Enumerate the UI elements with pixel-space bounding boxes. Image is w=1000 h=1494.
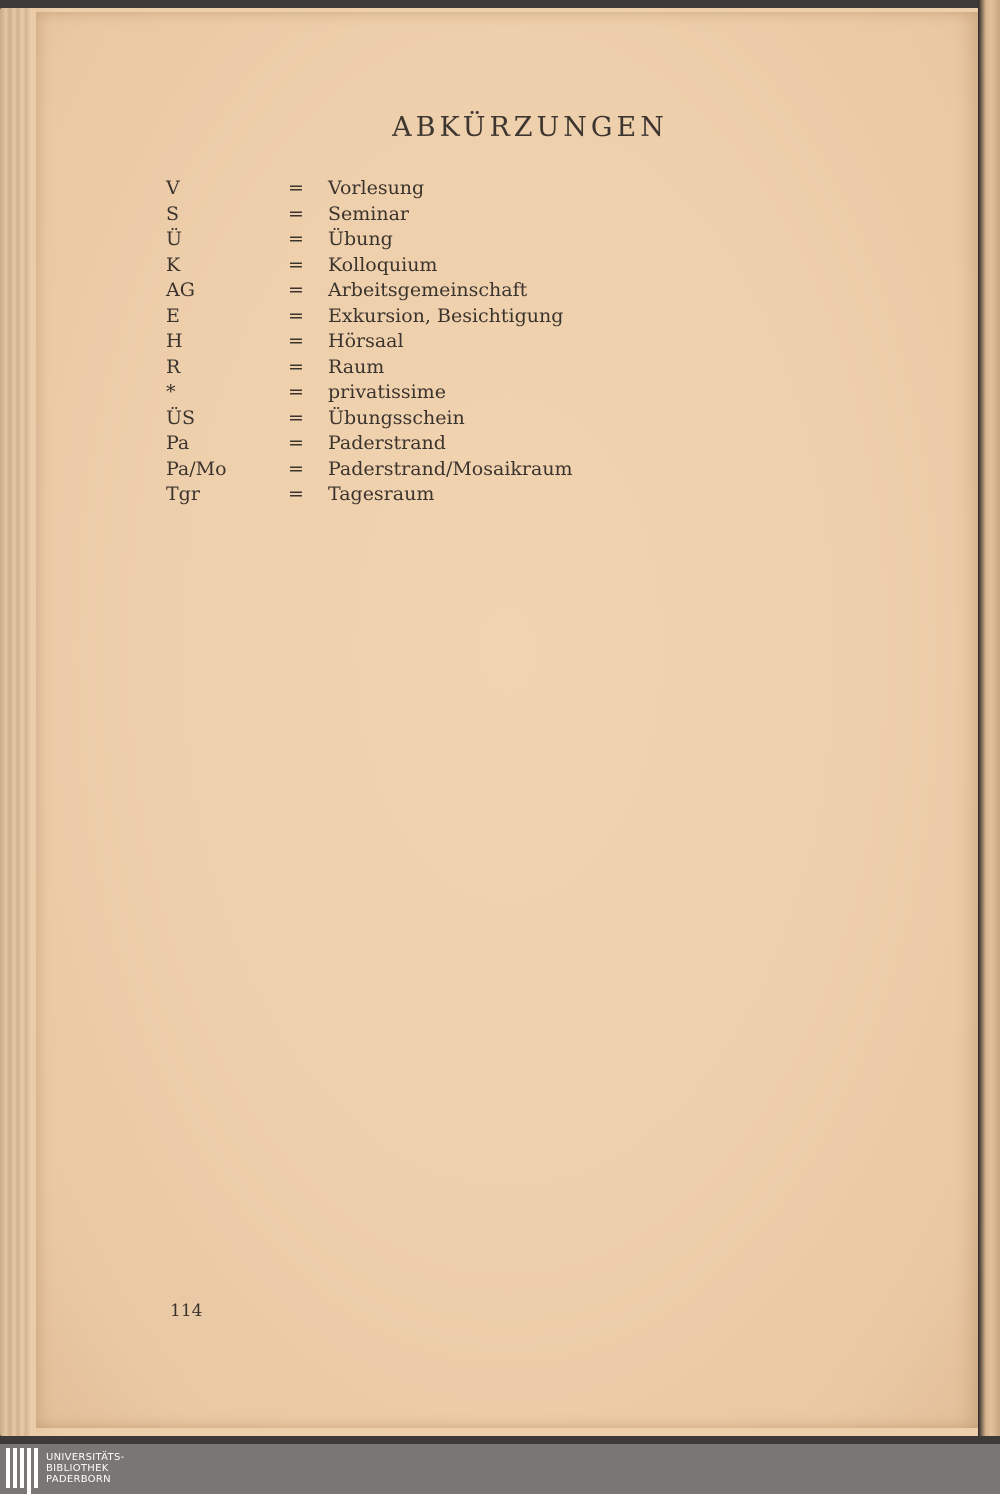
abbreviation: R xyxy=(166,355,181,378)
abbreviation: E xyxy=(166,304,180,327)
abbreviation: Pa/Mo xyxy=(166,457,227,480)
logo-text-line2: BIBLIOTHEK xyxy=(46,1462,109,1474)
abbreviation: ÜS xyxy=(166,406,196,429)
abbreviation-meaning: Übung xyxy=(328,228,393,250)
equals-sign: = xyxy=(288,304,304,327)
abbreviation: Ü xyxy=(166,228,183,250)
abbreviation-meaning: Arbeitsgemeinschaft xyxy=(328,279,528,301)
equals-sign: = xyxy=(288,253,304,276)
page-number: 114 xyxy=(170,1301,203,1321)
page-title: ABKÜRZUNGEN xyxy=(392,112,668,143)
equals-sign: = xyxy=(288,330,304,352)
logo-text-line1: UNIVERSITÄTS- xyxy=(46,1451,125,1463)
abbreviation-meaning: Paderstrand xyxy=(328,432,446,454)
abbreviation-meaning: Übungsschein xyxy=(328,406,465,429)
equals-sign: = xyxy=(288,177,304,199)
abbreviation: K xyxy=(166,253,181,276)
equals-sign: = xyxy=(288,202,304,225)
abbreviation: * xyxy=(166,381,176,403)
abbreviation-meaning: Exkursion, Besichtigung xyxy=(328,304,564,327)
abbreviation: V xyxy=(166,177,180,199)
equals-sign: = xyxy=(288,228,304,250)
abbreviation-meaning: privatissime xyxy=(328,381,446,403)
equals-sign: = xyxy=(288,457,304,480)
equals-sign: = xyxy=(288,279,304,301)
abbreviation-meaning: Paderstrand/Mosaikraum xyxy=(328,457,573,480)
logo-text-line3: PADERBORN xyxy=(46,1473,111,1485)
abbreviation-meaning: Tagesraum xyxy=(328,483,435,505)
equals-sign: = xyxy=(288,406,304,429)
library-footer-bar xyxy=(0,1444,1000,1494)
abbreviation-meaning: Seminar xyxy=(328,202,410,225)
abbreviation-meaning: Kolloquium xyxy=(328,253,438,276)
library-logo xyxy=(6,1445,125,1491)
book-spine-edge xyxy=(978,0,1000,1436)
logo-bars-icon xyxy=(6,1448,38,1488)
abbreviation: Pa xyxy=(166,432,190,454)
abbreviation-meaning: Hörsaal xyxy=(328,330,404,352)
equals-sign: = xyxy=(288,483,304,505)
abbreviation: AG xyxy=(166,279,195,301)
abbreviation: S xyxy=(166,202,180,225)
equals-sign: = xyxy=(288,432,304,454)
logo-text xyxy=(46,1452,125,1485)
abbreviation: Tgr xyxy=(166,483,200,505)
abbreviation-meaning: Vorlesung xyxy=(328,177,425,199)
abbreviation: H xyxy=(166,330,183,352)
equals-sign: = xyxy=(288,381,304,403)
equals-sign: = xyxy=(288,355,304,378)
abbreviation-meaning: Raum xyxy=(328,355,385,378)
